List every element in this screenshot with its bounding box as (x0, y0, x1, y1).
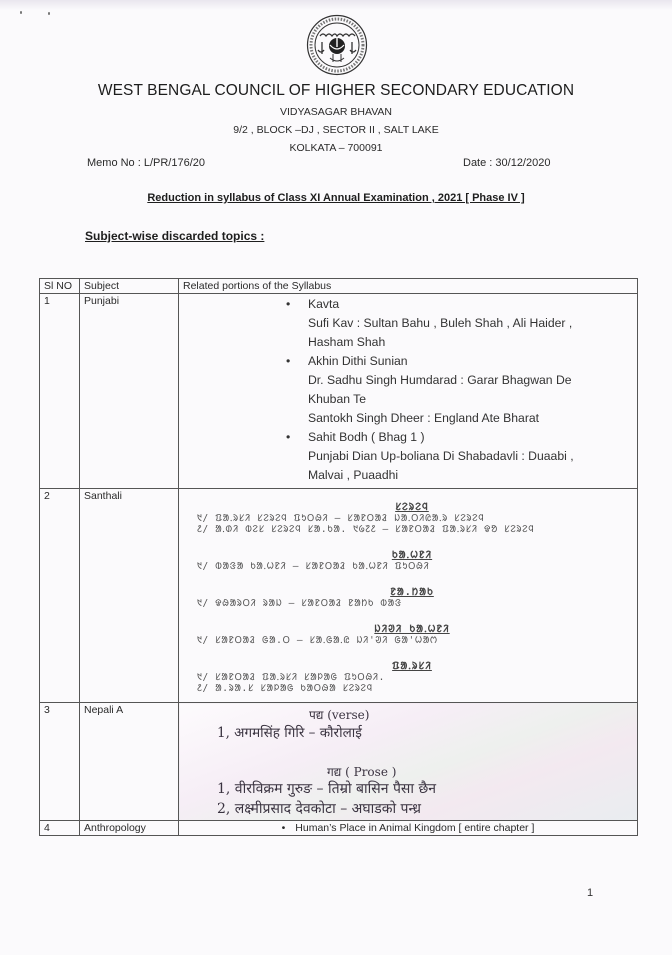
scan-speck (48, 12, 50, 15)
address-line-1: VIDYASAGAR BHAVAN (279, 106, 393, 118)
nepali-line: 1, वीरविक्रम गुरुङ – तिम्रो बासिन पैसा छैन (217, 781, 437, 797)
memo-number: Memo No : L/PR/176/20 (87, 157, 206, 169)
santhali-section-heading: ᱠᱟᱹᱦᱱᱤ (391, 550, 433, 561)
memo-date: Date : 30/12/2020 (463, 157, 551, 169)
column-header-subject: Subject (80, 279, 179, 294)
cell-portions (179, 294, 638, 489)
table-row (40, 821, 638, 836)
cell-sl-no: 3 (40, 703, 80, 821)
syllabus-table (39, 278, 638, 836)
bullet-item: Human’s Place in Animal Kingdom [ entire chapter ] (295, 822, 535, 834)
table-row (40, 294, 638, 489)
cell-subject: Punjabi (80, 294, 179, 489)
cell-sl-no: 4 (40, 821, 80, 836)
santhali-line: ᱒/ ᱟ.ᱨᱟ.ᱥ ᱥᱟᱞᱟᱜ ᱠᱟᱛᱷᱟ ᱥᱮᱨᱮᱧ (197, 683, 373, 694)
bullet-item: • Sahit Bodh ( Bhag 1 ) (284, 428, 633, 447)
bullet-icon: • (281, 822, 286, 834)
santhali-section-heading: ᱥᱮᱨᱮᱧ (395, 502, 429, 513)
detail-line: Khuban Te (308, 392, 367, 406)
bullet-item: • Kavta (284, 295, 633, 314)
santhali-line: ᱑/ ᱫᱷᱟᱨᱛᱤ ᱨᱟᱡ – ᱥᱟᱱᱛᱟᱲ ᱱᱟᱴᱠ ᱵᱟᱝ (197, 598, 402, 609)
santhali-line: ᱑/ ᱥᱟᱱᱛᱟᱲ ᱜᱟ.ᱛ – ᱥᱟᱹᱜᱟᱹᱭ ᱡᱤ'ᱣᱤ ᱜᱟ'ᱦᱟᱬ (197, 635, 438, 646)
column-header-sl-no: Sl NO (40, 279, 80, 294)
memo-subject: Reduction in syllabus of Class XI Annual Examination , 2021 [ Phase IV ] (147, 192, 525, 204)
detail-line: Santokh Singh Dheer : England Ate Bharat (308, 411, 540, 425)
wbchse-emblem-icon (306, 14, 368, 76)
organization-name: WEST BENGAL COUNCIL OF HIGHER SECONDARY EDUCATION (97, 82, 575, 99)
address-line-3: KOLKATA – 700091 (289, 142, 383, 154)
cell-sl-no: 2 (40, 489, 80, 703)
santhali-line: ᱒/ ᱟᱹᱰᱤ ᱵᱮᱥ ᱥᱮᱨᱮᱧ ᱥᱟ.ᱠᱟ. ᱑᱙᱗᱒ – ᱥᱟᱱᱛᱟᱲ ᱯᱟᱹᱨᱥᱤ ᱫᱚ ᱥᱮᱨᱮᱧ (197, 524, 535, 535)
detail-line: Dr. Sadhu Singh Humdarad : Garar Bhagwan De (308, 373, 572, 387)
table-row (40, 489, 638, 703)
cell-portions-handwritten (179, 703, 638, 821)
nepali-line: 2, लक्ष्मीप्रसाद देवकोटा – अघाडको पन्ध्र (217, 801, 421, 817)
santhali-line: ᱑/ ᱥᱟᱱᱛᱟᱲ ᱯᱟᱹᱨᱥᱤ ᱥᱟᱞᱟᱜ ᱯᱩᱛᱷᱤ. (197, 672, 385, 683)
page-number: 1 (587, 887, 594, 899)
address-line-2: 9/2 , BLOCK –DJ , SECTOR II , SALT LAKE (233, 124, 439, 136)
detail-line: Malvai , Puaadhi (308, 468, 399, 482)
scan-speck (20, 11, 22, 14)
bullet-item: • Akhin Dithi Sunian (284, 352, 633, 371)
section-heading: Subject-wise discarded topics : (85, 229, 265, 243)
santhali-section-heading: ᱯᱟᱹᱨᱥᱤ (392, 661, 432, 672)
table-header-row (40, 279, 638, 294)
table-row (40, 703, 638, 821)
detail-line: Punjabi Dian Up-boliana Di Shabadavli : Duaabi , (308, 449, 574, 463)
cell-subject: Nepali A (80, 703, 179, 821)
cell-portions (179, 489, 638, 703)
column-header-portions: Related portions of the Syllabus (179, 279, 638, 294)
detail-line: Hasham Shah (308, 335, 386, 349)
nepali-section-heading: गद्य ( Prose ) (327, 765, 397, 779)
santhali-line: ᱑/ ᱵᱟᱝᱟ ᱠᱟᱹᱦᱱᱤ – ᱥᱟᱱᱛᱟᱲ ᱠᱟᱹᱦᱱᱤ ᱯᱩᱛᱷᱤ (197, 561, 430, 572)
cell-portions (179, 821, 638, 836)
santhali-line: ᱑/ ᱯᱟᱹᱨᱥᱤ ᱥᱮᱨᱮᱧ ᱯᱩᱛᱷᱤ – ᱥᱟᱱᱛᱟᱲ ᱡᱟᱹᱛᱤᱭᱟᱹᱨ ᱥᱮᱨᱮᱧ (197, 513, 485, 524)
cell-subject: Anthropology (80, 821, 179, 836)
cell-subject: Santhali (80, 489, 179, 703)
cell-sl-no: 1 (40, 294, 80, 489)
santhali-section-heading: ᱱᱟ.ᱴᱟᱠ (390, 587, 434, 598)
nepali-section-heading: पद्य (verse) (309, 708, 370, 722)
detail-line: Sufi Kav : Sultan Bahu , Buleh Shah , Ali Haider , (308, 316, 573, 330)
nepali-line: 1, अगमसिंह गिरि – कौरोलाई (217, 725, 362, 741)
santhali-section-heading: ᱡᱤᱣᱤ ᱠᱟᱹᱦᱱᱤ (374, 624, 450, 635)
scan-edge-shadow (0, 0, 672, 10)
